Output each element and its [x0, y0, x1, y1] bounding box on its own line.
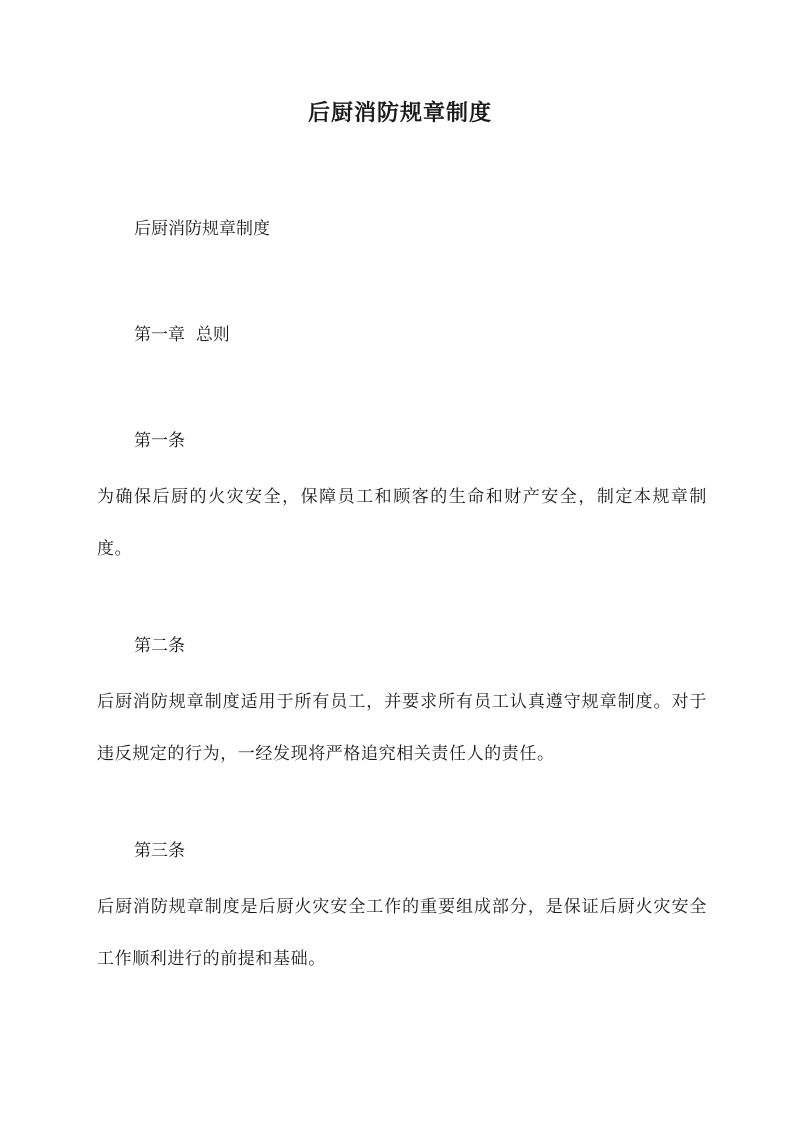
article-heading: 第三条 — [134, 841, 185, 861]
article-body: 后厨消防规章制度是后厨火灾安全工作的重要组成部分，是保证后厨火灾安全工作顺利进行的前提和基础。 — [97, 897, 707, 969]
article-heading: 第二条 — [134, 636, 185, 656]
article-heading: 第一条 — [134, 431, 185, 451]
article-body: 后厨消防规章制度适用于所有员工，并要求所有员工认真遵守规章制度。对于违反规定的行为，一经发现将严格追究相关责任人的责任。 — [97, 692, 707, 764]
article-body: 为确保后厨的火灾安全，保障员工和顾客的生命和财产安全，制定本规章制度。 — [97, 487, 707, 559]
document-subtitle: 后厨消防规章制度 — [134, 219, 270, 239]
document-title: 后厨消防规章制度 — [307, 100, 492, 126]
chapter-heading: 第一章 总则 — [134, 325, 230, 345]
